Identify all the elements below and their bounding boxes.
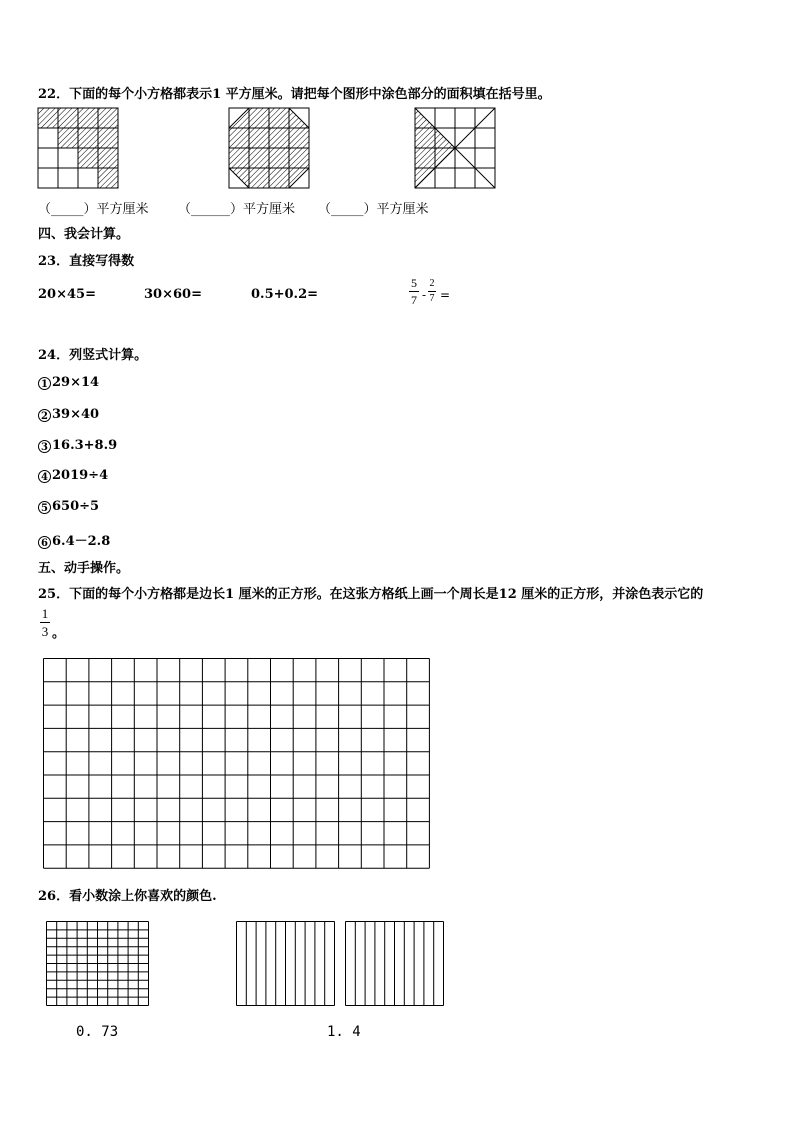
circled-number: 5 (38, 501, 51, 514)
q23-fraction-a: 5 7 (411, 276, 417, 307)
q24-item-3: 3 16.3+8.9 (38, 438, 117, 453)
q26-title: 26．看小数涂上你喜欢的颜色. (38, 889, 217, 904)
q23-item-1: 20×45= (38, 287, 96, 302)
q24-item-4: 4 2019÷4 (38, 468, 108, 483)
q24-item-5: 5 650÷5 (38, 499, 99, 514)
q22-title: 22．下面的每个小方格都表示1 平方厘米。请把每个图形中涂色部分的面积填在括号里。 (38, 87, 551, 102)
q22-figure-1 (38, 108, 120, 190)
q25-tail: 。 (52, 626, 66, 641)
q24-item-1: 1 29×14 (38, 375, 99, 390)
circled-number: 1 (38, 377, 51, 390)
q23-fraction-b: 2 7 (429, 278, 435, 304)
q24-item-6: 6 6.4－2.8 (38, 530, 110, 549)
q26-tenth-strips-1[interactable] (236, 921, 336, 1007)
q26-hundred-grid[interactable] (46, 921, 150, 1007)
q23-equals: = (440, 288, 451, 302)
q23-item-3: 0.5+0.2= (251, 287, 319, 302)
q22-answer-3[interactable]: （_____）平方厘米 (318, 202, 429, 217)
section-5-heading: 五、动手操作。 (38, 561, 130, 576)
q24-item-2: 2 39×40 (38, 407, 99, 422)
section-4-heading: 四、我会计算。 (38, 227, 130, 242)
q23-minus: - (422, 288, 427, 302)
circled-number: 3 (38, 440, 51, 453)
q22-figure-2 (229, 108, 311, 190)
q26-label-0.73: 0. 73 (76, 1024, 119, 1040)
circled-number: 6 (38, 536, 51, 549)
q26-tenth-strips-2[interactable] (345, 921, 445, 1007)
q22-answer-1[interactable]: （_____）平方厘米 (38, 202, 149, 217)
q22-answer-2[interactable]: （______）平方厘米 (178, 202, 296, 217)
q23-item-2: 30×60= (144, 287, 202, 302)
q23-title: 23．直接写得数 (38, 254, 135, 269)
q26-label-1.4: 1. 4 (327, 1024, 361, 1040)
circled-number: 2 (38, 409, 51, 422)
q25-grid-paper[interactable] (43, 658, 431, 870)
q24-title: 24．列竖式计算。 (38, 348, 148, 363)
q25-fraction: 1 3 (41, 606, 49, 639)
q22-figure-3 (415, 108, 497, 190)
q25-title: 25．下面的每个小方格都是边长1 厘米的正方形。在这张方格纸上画一个周长是12 厘米的正方形，并涂色表示它的 (38, 587, 704, 602)
circled-number: 4 (38, 470, 51, 483)
